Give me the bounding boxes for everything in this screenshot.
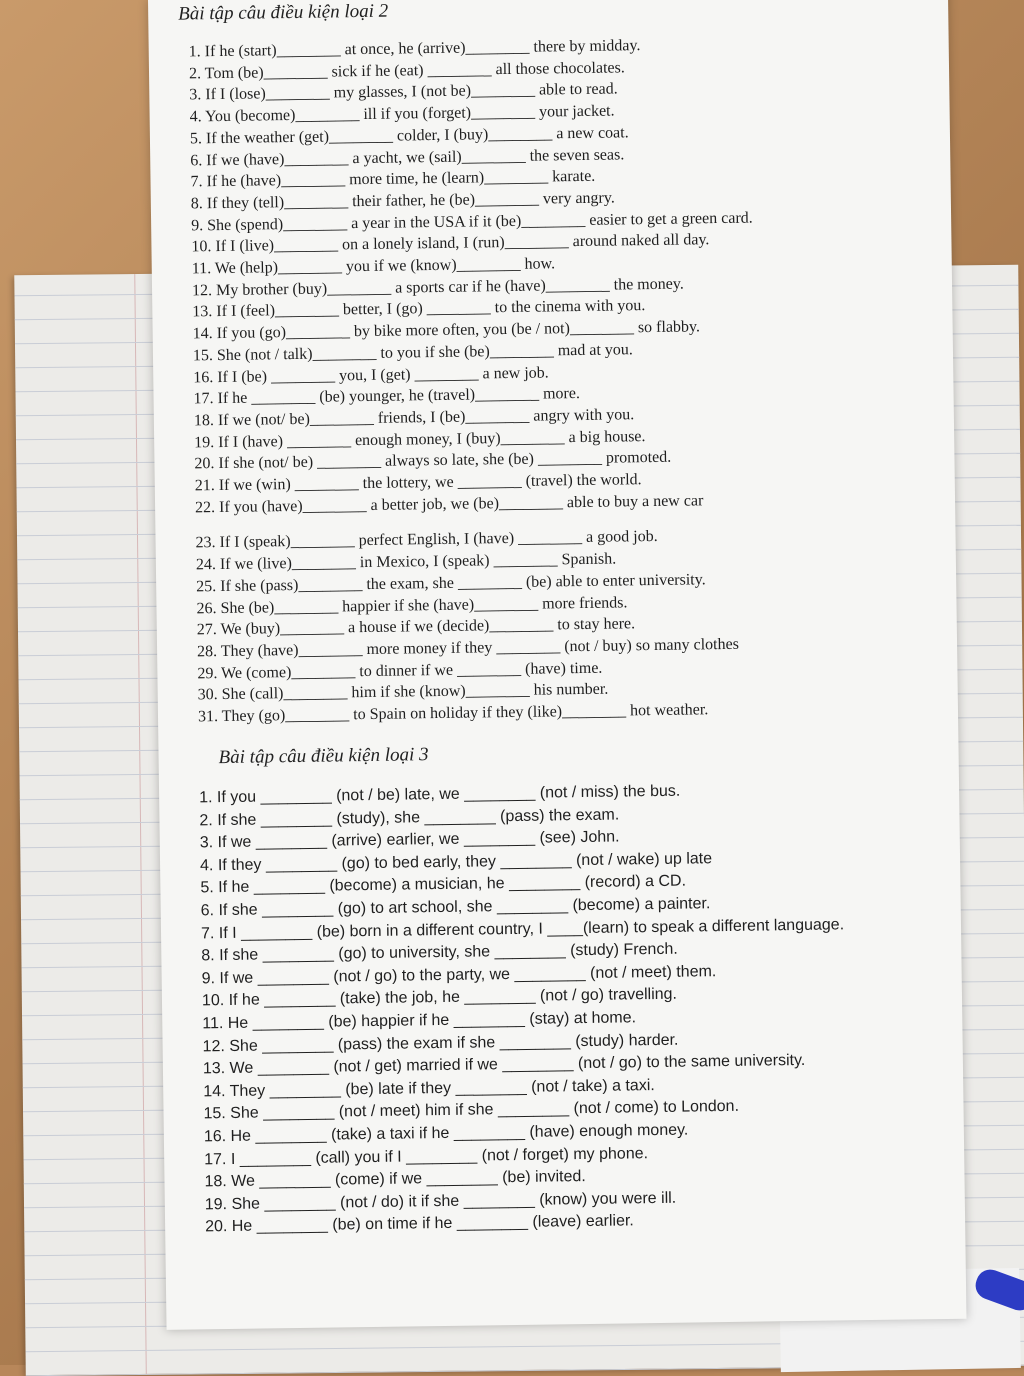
exercise-text: 24. If we (live)________ in Mexico, I (speak) ________ Spanish. [195, 550, 617, 574]
exercise-text: 11. He ________ (be) happier if he ________ (stay) at home. [202, 1009, 637, 1033]
worksheet [148, 0, 966, 1330]
exercise-text: 15. She ________ (not / meet) him if she ________ (not / come) to London. [203, 1098, 740, 1123]
exercise-text: 5. If the weather (get)________ colder, I (buy)________ a new coat. [189, 124, 629, 148]
exercise-text: 20. If she (not/ be) ________ always so late, she (be) ________ promoted. [194, 449, 672, 473]
exercise-text: 10. If he ________ (take) the job, he ________ (not / go) travelling. [201, 986, 678, 1010]
exercise-text: 13. If I (feel)________ better, I (go) ________ to the cinema with you. [192, 297, 646, 321]
exercise-text: 11. We (help)________ you if we (know)________ how. [191, 255, 556, 278]
exercise-text: 2. Tom (be)________ sick if he (eat) ________ all those chocolates. [188, 59, 625, 83]
exercise-text: 20. He ________ (be) on time if he ________ (leave) earlier. [205, 1212, 634, 1236]
exercise-text: 7. If he (have)________ more time, he (learn)________ karate. [190, 167, 596, 191]
exercise-text: 28. They (have)________ more money if they ________ (not / buy) so many clothes [196, 635, 739, 661]
section2-title: Bài tập câu điều kiện loại 2 [178, 0, 389, 25]
exercise-text: 5. If he ________ (become) a musician, he ________ (record) a CD. [200, 872, 687, 897]
exercise-text: 21. If we (win) ________ the lottery, we ________ (travel) the world. [194, 471, 642, 495]
exercise-text: 6. If she ________ (go) to art school, she ________ (become) a painter. [200, 895, 711, 920]
exercise-text: 14. They ________ (be) late if they ________ (not / take) a taxi. [203, 1076, 655, 1101]
exercise-text: 22. If you (have)________ a better job, we (be)________ able to buy a new car [194, 491, 704, 517]
exercise-text: 30. She (call)________ him if she (know)________ his number. [197, 680, 609, 704]
exercise-text: 31. They (go)________ to Spain on holiday if they (like)________ hot weather. [197, 701, 709, 726]
exercise-text: 17. I ________ (call) you if I ________ (not / forget) my phone. [204, 1144, 649, 1168]
exercise-text: 26. She (be)________ happier if she (have)________ more friends. [196, 593, 628, 617]
exercise-text: 23. If I (speak)________ perfect English, I (have) ________ a good job. [195, 528, 658, 552]
exercise-text: 7. If I ________ (be) born in a different country, I ____(learn) to speak a different language. [200, 915, 845, 942]
exercise-text: 3. If we ________ (arrive) earlier, we ________ (see) John. [199, 828, 620, 852]
exercise-text: 16. He ________ (take) a taxi if he ________ (have) enough money. [203, 1121, 689, 1146]
exercise-text: 15. She (not / talk)________ to you if she (be)________ mad at you. [192, 341, 633, 365]
exercise-text: 3. If I (lose)________ my glasses, I (not be)________ able to read. [189, 80, 618, 104]
exercise-text: 6. If we (have)________ a yacht, we (sail)________ the seven seas. [190, 145, 625, 169]
exercise-text: 19. If I (have) ________ enough money, I (buy)________ a big house. [194, 427, 646, 451]
exercise-text: 19. She ________ (not / do) it if she ________ (know) you were ill. [204, 1189, 677, 1214]
exercise-text: 12. My brother (buy)________ a sports car if he (have)________ the money. [191, 275, 684, 300]
exercise-text: 12. She ________ (pass) the exam if she ________ (study) harder. [202, 1031, 679, 1055]
exercise-text: 4. If they ________ (go) to bed early, they ________ (not / wake) up late [199, 850, 713, 875]
exercise-text: 9. She (spend)________ a year in the USA if it (be)________ easier to get a green card. [191, 209, 753, 235]
exercise-text: 18. If we (not/ be)________ friends, I (be)________ angry with you. [193, 406, 635, 430]
exercise-text: 4. You (become)________ ill if you (forget)________ your jacket. [189, 102, 615, 126]
exercise-text: 10. If I (live)________ on a lonely island, I (run)________ around naked all day. [191, 231, 710, 256]
exercise-text: 1. If you ________ (not / be) late, we ________ (not / miss) the bus. [199, 782, 681, 807]
section3-title: Bài tập câu điều kiện loại 3 [218, 744, 429, 769]
exercise-text: 29. We (come)________ to dinner if we ________ (have) time. [197, 659, 603, 682]
exercise-text: 2. If she ________ (study), she ________ (pass) the exam. [199, 806, 620, 829]
exercise-text: 18. We ________ (come) if we ________ (be) invited. [204, 1168, 586, 1191]
exercise-text: 16. If I (be) ________ you, I (get) ________ a new job. [193, 363, 549, 386]
exercise-text: 25. If she (pass)________ the exam, she ________ (be) able to enter university. [196, 571, 706, 596]
exercise-text: 27. We (buy)________ a house if we (decide)________ to stay here. [196, 615, 636, 639]
exercise-text: 1. If he (start)________ at once, he (arrive)________ there by midday. [188, 37, 641, 61]
exercise-text: 8. If she ________ (go) to university, she ________ (study) French. [201, 940, 678, 965]
exercise-text: 14. If you (go)________ by bike more often, you (be / not)________ so flabby. [192, 318, 701, 343]
exercise-text: 9. If we ________ (not / go) to the party, we ________ (not / meet) them. [201, 962, 717, 988]
exercise-text: 8. If they (tell)________ their father, he (be)________ very angry. [190, 189, 615, 213]
exercise-text: 13. We ________ (not / get) married if we ________ (not / go) to the same university. [202, 1052, 806, 1078]
exercise-text: 17. If he ________ (be) younger, he (travel)________ more. [193, 385, 581, 408]
